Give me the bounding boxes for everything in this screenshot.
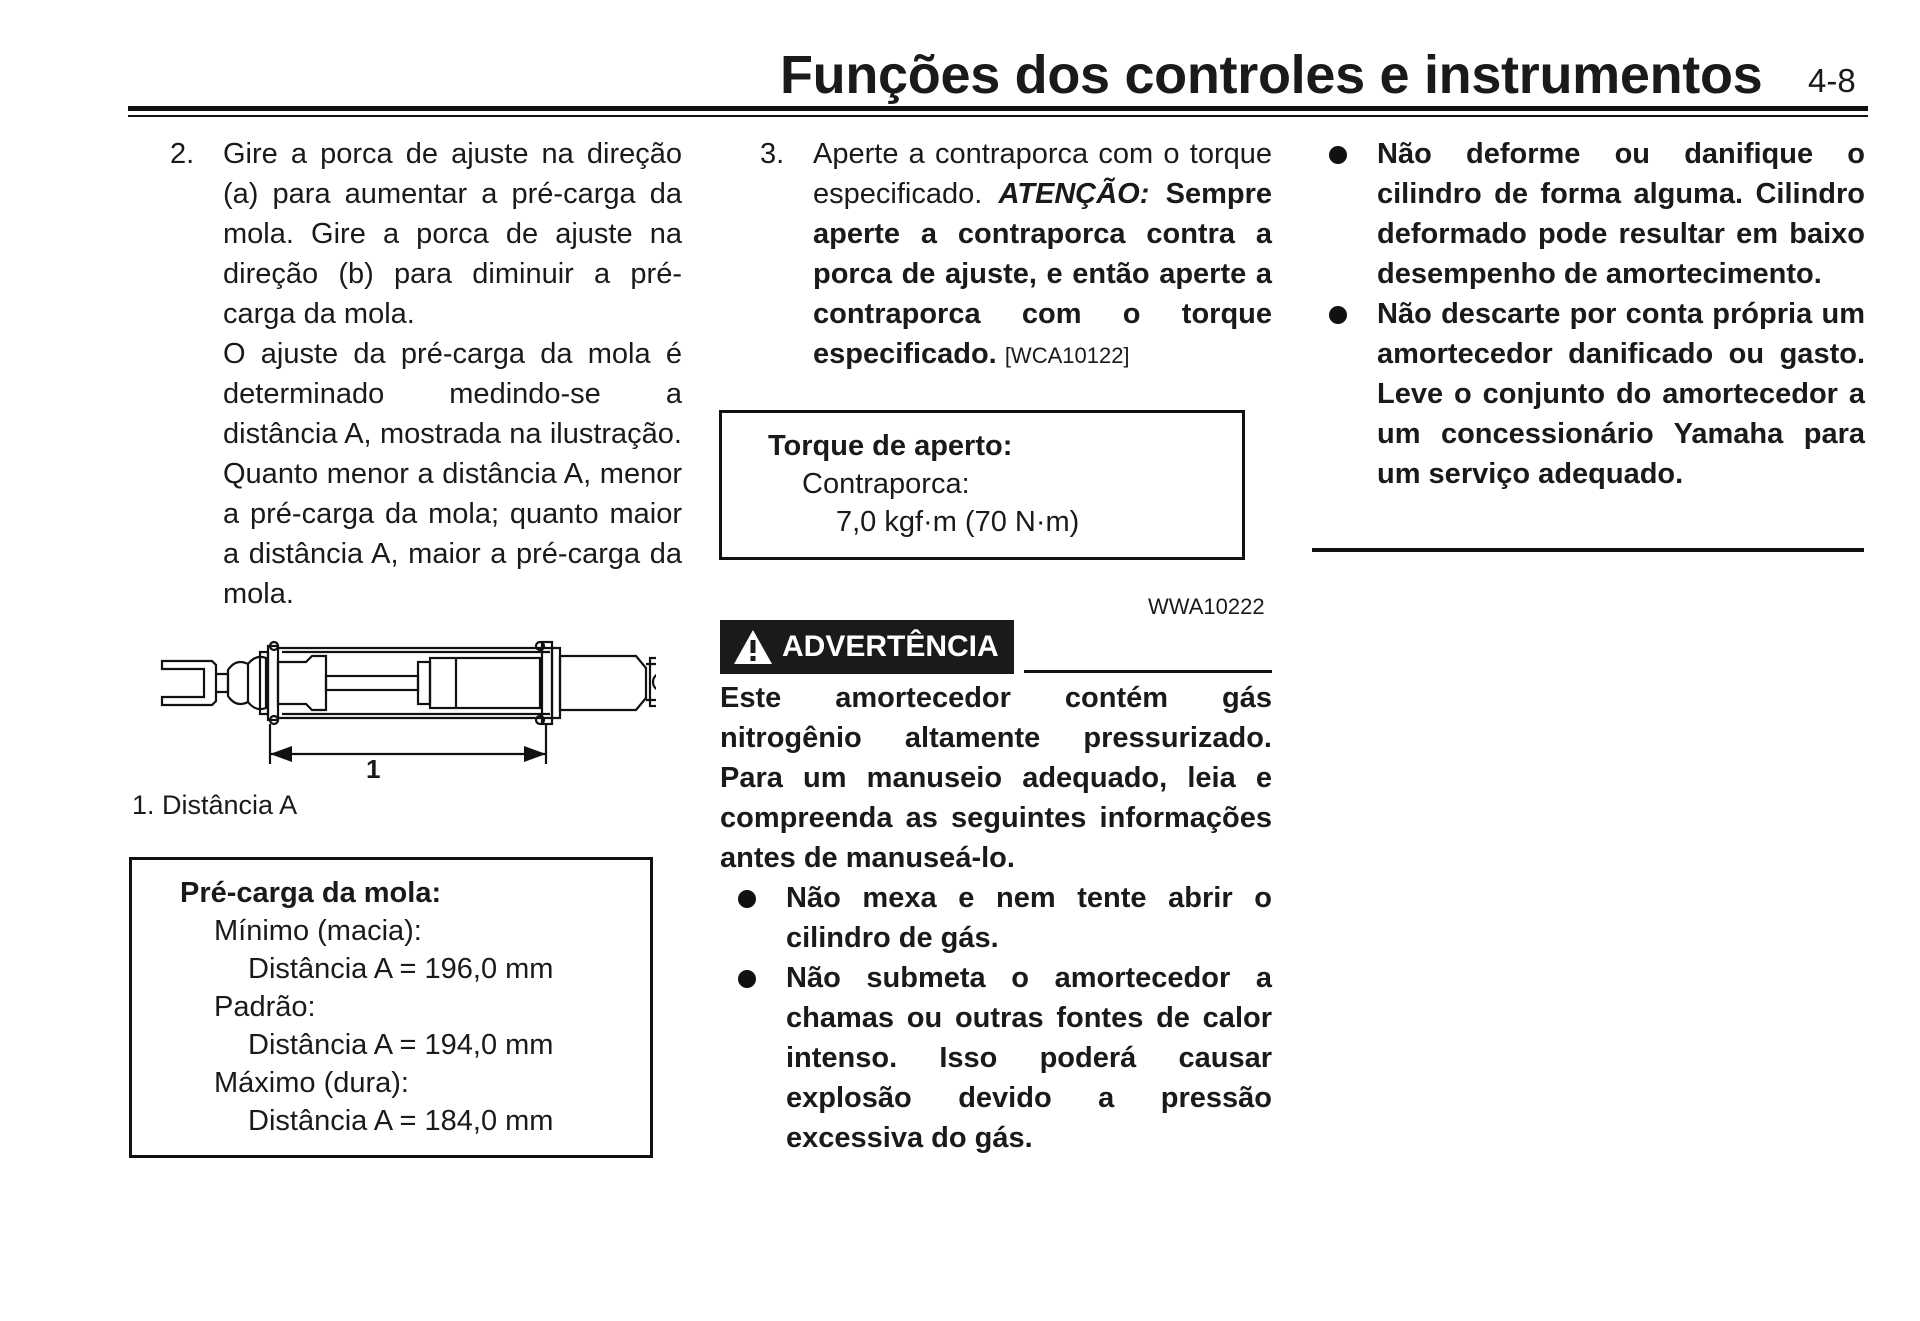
spec-min-value: Distância A = 196,0 mm [248,953,554,985]
bullet-text: Não descarte por conta própria um amortecedor danificado ou gasto. Leve o conjunto do amortecedor a um concessionário Yamaha para um serviço adequado. [1377,298,1865,490]
torque-title: Torque de aperto: [768,430,1013,462]
step-3 [760,134,1272,376]
bullet-icon [738,970,756,988]
step-number: 3. [760,138,785,170]
warning-code: WWA10222 [1148,594,1265,619]
warning-intro: Este amortecedor contém gás nitrogênio altamente pressurizado. Para um manuseio adequado, leia e compreenda as seguintes informações antes de manuseá-lo. [720,682,1272,874]
spec-max-value: Distância A = 184,0 mm [248,1105,554,1137]
list-item [1325,134,1865,294]
caution-code: [WCA10122] [1004,343,1130,368]
page-number: 4-8 [1808,62,1856,99]
list-item [730,958,1272,1158]
spec-std-value: Distância A = 194,0 mm [248,1029,554,1061]
bullet-text: Não mexa e nem tente abrir o cilindro de gás. [786,882,1272,954]
spec-title: Pré-carga da mola: [180,877,442,909]
warning-banner [720,620,1014,674]
torque-item: Contraporca: [802,468,970,500]
spring-preload-spec-box [129,857,653,1158]
figure-callout: 1 [366,754,381,784]
page-title: Funções dos controles e instrumentos [780,45,1763,105]
list-item [1325,294,1865,494]
warning-triangle-icon [732,628,774,666]
warning-label: ADVERTÊNCIA [782,630,999,663]
figure-caption: 1. Distância A [132,790,298,820]
header-rule [128,106,1868,111]
spec-max-label: Máximo (dura): [214,1067,409,1099]
step-2-paragraph-1: Gire a porca de ajuste na direção (a) para aumentar a pré-carga da mola. Gire a porca de ajuste na direção (b) para diminuir a pré-carga da mola. [223,138,682,330]
shock-absorber-illustration [156,628,656,788]
torque-value: 7,0 kgf·m (70 N·m) [836,506,1080,538]
step-2 [170,134,682,614]
step-2-paragraph-2: O ajuste da pré-carga da mola é determinado medindo-se a distância A, mostrada na ilustração. Quanto menor a distância A, menor a pré-carga da mola; quanto maior a distância A, maior a pré-carga da mola. [223,338,682,610]
header-rule-thin [128,115,1868,117]
bullet-icon [738,890,756,908]
spec-min-label: Mínimo (macia): [214,915,422,947]
attention-text: Sempre aperte a contraporca contra a porca de ajuste, e então aperte a contraporca com o torque especificado. [813,178,1272,370]
bullet-text: Não deforme ou danifique o cilindro de forma alguma. Cilindro deformado pode resultar em baixo desempenho de amortecimento. [1377,138,1865,290]
spec-std-label: Padrão: [214,991,316,1023]
list-item [730,878,1272,958]
bullet-icon [1329,306,1347,324]
warning-end-rule [1312,548,1864,552]
attention-label: ATENÇÃO: [998,178,1150,210]
bullet-text: Não submeta o amortecedor a chamas ou outras fontes de calor intenso. Isso poderá causar explosão devido a pressão excessiva do gás. [786,962,1272,1154]
step-3-text: Aperte a contraporca com o torque especificado. [813,138,1272,210]
torque-spec-box [719,410,1245,560]
warning-rule [1024,670,1272,673]
step-number: 2. [170,138,195,170]
warning-bullets-col2 [730,878,1272,1158]
warning-bullets-col3 [1325,134,1865,494]
bullet-icon [1329,146,1347,164]
